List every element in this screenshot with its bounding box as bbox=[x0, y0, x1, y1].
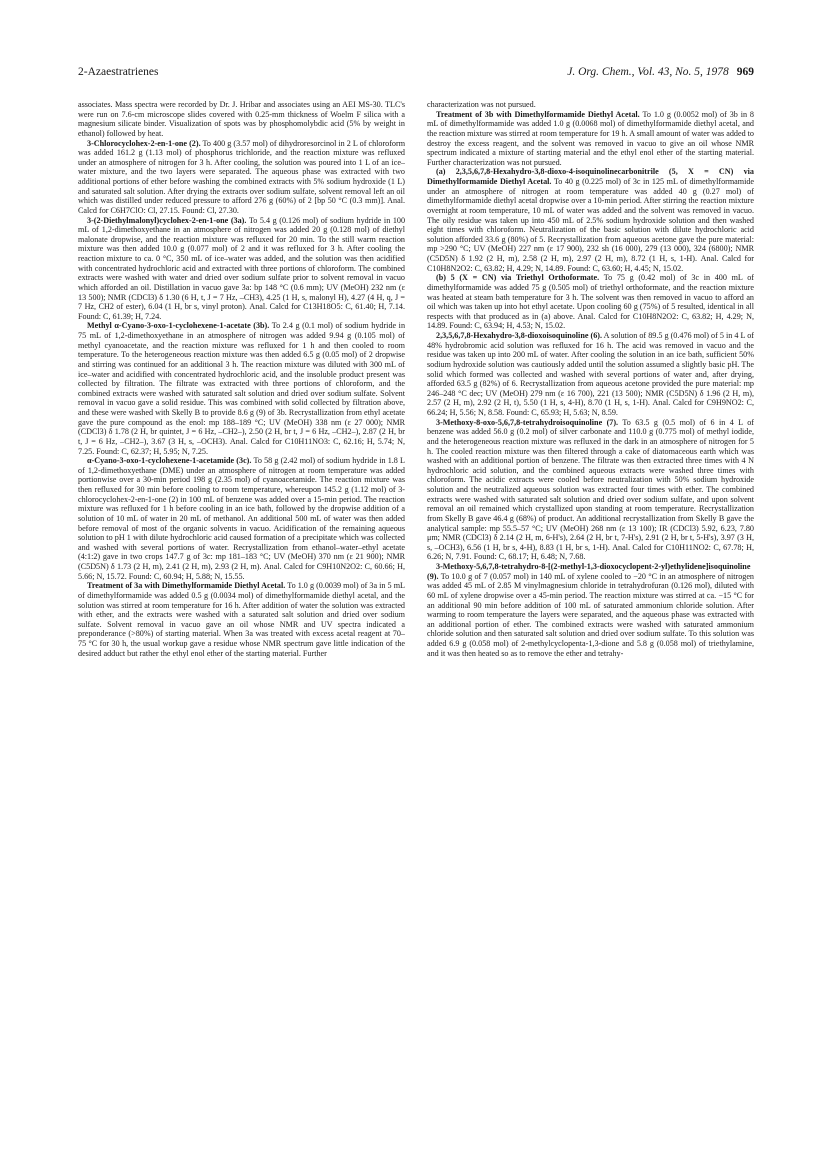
paragraph-text: associates. Mass spectra were recorded by Dr. J. Hribar and associates using an AEI MS-30. TLC's were run on 7.6-cm microscope slides covered with 0.25-mm thickness of Woelm F silica with a magnesium silicate binder. Visualization of spots was by phosphomolybdic acid (5% by weight in ethanol) followed by heat. bbox=[78, 100, 405, 138]
paragraph-heading: Methyl α-Cyano-3-oxo-1-cyclohexene-1-acetate (3b). bbox=[87, 321, 270, 331]
paragraph bbox=[78, 100, 405, 139]
paragraph-text: To 40 g (0.225 mol) of 3c in 125 mL of dimethylformamide under an atmosphere of nitrogen at room temperature was added 40 g (0.27 mol) of dimethylformamide diethyl acetal dropwise over a 10-min period. After stirring the reaction mixture overnight at room temperature, 10 mL of water was added and the solvent was removed in vacuo. The oily residue was taken up into 450 mL of 2.5% sodium hydroxide solution and then washed eight times with chloroform. Neutralization of the basic solution with dilute hydrochloric acid solution afforded 33.6 g (80%) of 5. Recrystallization from aqueous acetone gave the pure material: mp >290 °C; UV (MeOH) 227 nm (ε 17 900), 232 sh (16 000), 279 (13 000), 324 (6800); NMR (C5D5N) δ 1.92 (2 H, m), 2.58 (2 H, m), 2.97 (2 H, m), 8.72 (1 H, s, 1-H). Anal. Calcd for C10H8N2O2: C, 63.82; H, 4.29; N, 14.89. Found: C, 63.60; H, 4.45; N, 15.02. bbox=[427, 177, 755, 273]
paragraph bbox=[427, 562, 754, 658]
paragraph-text: To 75 g (0.42 mol) of 3c in 400 mL of dimethylformamide was added 75 g (0.505 mol) of triethyl orthoformate, and the reaction mixture was heated at steam bath temperature for 3 h. The solvent was then removed in vacuo to afford an oil which was taken up into hot ethyl acetate. Upon cooling 60 g (75%) of 5 resulted, identical in all respects with that produced as in (a) above. Anal. Calcd for C10H8N2O2: C, 63.82; H, 4.29; N, 14.89. Found: C, 63.94; H, 4.53; N, 15.02. bbox=[427, 273, 754, 331]
paragraph-text: A solution of 89.5 g (0.476 mol) of 5 in 4 L of 48% hydrobromic acid solution was refluxed for 16 h. The acid was removed in vacuo and the residue was taken up into 200 mL of water. After cooling the solution in an ice bath, sufficient 50% sodium hydroxide solution was cautiously added until the solution assumed a slightly basic pH. The solid which formed was collected and washed with several portions of water and, after drying, afforded 63.5 g (82%) of 6. Recrystallization from aqueous acetone provided the pure material: mp 246–248 °C dec; UV (MeOH) 279 nm (ε 16 700), 221 (13 500); NMR (C5D5N) δ 1.96 (2 H, m), 2.57 (2 H, m), 2.92 (2 H, t), 5.50 (1 H, s, 4-H), 8.70 (1 H, s, 1-H). Anal. Calcd for C9H9NO2: C, 66.24; H, 5.56; N, 8.58. Found: C, 65.93; H, 5.63; N, 8.59. bbox=[427, 331, 754, 417]
page-number: 969 bbox=[736, 66, 754, 78]
paragraph bbox=[78, 456, 405, 581]
paragraph-heading: α-Cyano-3-oxo-1-cyclohexene-1-acetamide (3c). bbox=[87, 456, 252, 466]
paragraph-text: To 10.0 g of 7 (0.057 mol) in 140 mL of xylene cooled to −20 °C in an atmosphere of nitrogen was added 45 mL of 2.85 M vinylmagnesium chloride in tetrahydrofuran (0.126 mol), diluted with 60 mL of xylene dropwise over a 45-min period. The reaction mixture was stirred at ca. −15 °C for an additional 90 min before addition of 100 mL of saturated ammonium chloride solution. After warming to room temperature the layers were separated, and the aqueous phase was extracted with an additional portion of ether. The combined extracts were washed with saturated ammonium chloride solution and then saturated salt solution and dried over sodium sulfate. To this solution was added 6.9 g (0.058 mol) of 2-methylcyclopenta-1,3-dione and 5.8 g (0.058 mol) of triethylamine, and it was then heated so as to remove the ether and tetrahy- bbox=[427, 571, 754, 658]
journal-citation bbox=[567, 66, 754, 78]
page-header bbox=[78, 66, 754, 82]
paragraph bbox=[78, 139, 405, 216]
paragraph bbox=[427, 100, 754, 110]
paragraph bbox=[427, 110, 754, 168]
paragraph-text: To 1.0 g (0.0052 mol) of 3b in 8 mL of dimethylformamide was added 1.0 g (0.0068 mol) of dimethylformamide diethyl acetal, and the reaction mixture was stirred at room temperature for 19 h. A small amount of water was added to destroy the excess reagent, and the solvent was removed in vacuo to give an oil whose NMR spectrum indicated a mixture of starting material and the ethyl enol ether of the starting material. Further characterization was not pursued. bbox=[427, 109, 754, 167]
paragraph-text: characterization was not pursued. bbox=[427, 100, 536, 109]
journal-name: J. Org. Chem., Vol. 43, No. 5, 1978 bbox=[567, 66, 729, 78]
paragraph-heading: (a) 2,3,5,6,7,8-Hexahydro-3,8-dioxo-4-isoquinolinecarbonitrile (5, X = CN) via Dimethylformamide Diethyl Acetal. bbox=[427, 167, 754, 186]
paragraph-heading: Treatment of 3a with Dimethylformamide Diethyl Acetal. bbox=[87, 581, 286, 591]
paragraph-heading: 3-(2-Diethylmalonyl)cyclohex-2-en-1-one (3a). bbox=[87, 215, 247, 225]
paragraph bbox=[427, 331, 754, 418]
right-column bbox=[427, 100, 754, 658]
paragraph-heading: 3-Methoxy-5,6,7,8-tetrahydro-8-[(2-methyl-1,3-dioxocyclopent-2-yl)ethylidene]isoquinoline (9). bbox=[427, 562, 751, 581]
paragraph-text: To 63.5 g (0.5 mol) of 6 in 4 L of benzene was added 56.0 g (0.2 mol) of silver carbonate and 110.0 g (0.775 mol) of methyl iodide, and the heterogeneous reaction mixture was refluxed in the dark in an atmosphere of nitrogen for 5 h. The cooled reaction mixture was then filtered through a cake of diatomaceous earth which was washed with an additional portion of benzene. The filtrate was then extracted three times with 4 N hydrochloric acid solution, and the combined aqueous extracts were washed three times with chloroform. The acidic extracts were cooled before neutralization with 50% sodium hydroxide solution and the neutralized aqueous solution was extracted four times with ether. The combined extracts were washed with saturated salt solution and dried over sodium sulfate, and upon solvent removal an oil remained which crystallized upon standing at room temperature. Recrystallization from Skelly B gave 46.4 g (68%) of product. An additional recrystallization from Skelly B gave the analytical sample: mp 55.5–57 °C; UV (MeOH) 268 nm (ε 13 100); IR (CDCl3) 5.92, 6.23, 7.80 μm; NMR (CDCl3) δ 2.14 (2 H, m, 6-H's), 2.64 (2 H, br t, 7-H's), 2.91 (2 H, br t, 5-H's), 3.97 (3 H, s, –OCH3), 6.56 (1 H, br s, 4-H), 8.83 (1 H, br s, 1-H). Anal. Calcd for C10H11NO2: C, 67.78; H, 6.26; N, 7.91. Found: C, 68.17; H, 6.48; N, 7.68. bbox=[427, 417, 754, 562]
paragraph bbox=[78, 216, 405, 322]
paragraph-text: To 2.4 g (0.1 mol) of sodium hydride in 75 mL of 1,2-dimethoxyethane in an atmosphere of nitrogen was added 9.94 g (0.105 mol) of methyl cyanoacetate, and the reaction mixture was refluxed for 1 h and then cooled to room temperature. To the heterogeneous reaction mixture was then added 6.5 g (0.05 mol) of 2 dropwise and stirring was continued for an additional 3 h. The reaction mixture was diluted with 300 mL of ice–water and acidified with concentrated hydrochloric acid, and the insoluble product present was collected by filtration. The filtrate was extracted with three portions of chloroform, and the combined extracts were washed with saturated salt solution and dried over sodium sulfate. Solvent removal in vacuo gave a solid residue. This was combined with solid collected by filtration above, and these were washed with Skelly B to provide 8.6 g (9) of 3b. Recrystallization from ethyl acetate gave the pure compound as the enol: mp 188–189 °C; UV (MeOH) 338 nm (ε 27 000); NMR (CDCl3) δ 1.78 (2 H, br quintet, J = 6 Hz, –CH2–), 2.50 (2 H, br t, J = 6 Hz, –CH2–), 2.87 (2 H, br t, J = 6 Hz, –CH2–), 3.67 (3 H, s, –OCH3). Anal. Calcd for C10H11NO3: C, 62.16; H, 5.74; N, 7.25. Found: C, 62.37; H, 5.95; N, 7.25. bbox=[78, 321, 406, 456]
paragraph-text: To 5.4 g (0.126 mol) of sodium hydride in 100 mL of 1,2-dimethoxyethane in an atmosphere of nitrogen was added 20 g (0.128 mol) of diethyl malonate dropwise, and the reaction mixture was refluxed for 20 min. To the still warm reaction mixture was then added 10.0 g (0.077 mol) of 2 and it was refluxed for 3 h. After cooling the reaction mixture to ca. 0 °C, 350 mL of ice–water was added, and the solution was then acidified with concentrated hydrochloric acid and extracted with three portions of chloroform. The combined extracts were washed with water and dried over sodium sulfate prior to solvent removal in vacuo which afforded an oil. Distillation in vacuo gave 3a: bp 148 °C (0.6 mm); UV (MeOH) 232 nm (ε 13 500); NMR (CDCl3) δ 1.30 (6 H, t, J = 7 Hz, –CH3), 4.25 (1 H, s, malonyl H), 4.27 (4 H, q, J = 7 Hz, CH2 of ester), 6.04 (1 H, br s, vinyl proton). Anal. Calcd for C13H18O5: C, 61.40; H, 7.14. Found: C, 61.39; H, 7.24. bbox=[78, 215, 406, 321]
paragraph-text: To 1.0 g (0.0039 mol) of 3a in 5 mL of dimethylformamide was added 0.5 g (0.0034 mol) of dimethylformamide diethyl acetal, and the solution was stirred at room temperature for 16 h. After addition of water the solution was extracted with ether, and the extracts were washed with a saturated salt solution and dried over sodium sulfate. Solvent removal in vacuo gave an oil whose NMR and UV spectra indicated a preponderance (>80%) of starting material. When 3a was treated with excess acetal reagent at 70–75 °C for 30 h, the usual workup gave a residue whose NMR spectrum gave little indication of the desired adduct but rather the ethyl enol ether of the starting material. Further bbox=[78, 581, 405, 658]
paragraph-heading: (b) 5 (X = CN) via Triethyl Orthoformate. bbox=[436, 273, 600, 283]
paragraph-text: To 400 g (3.57 mol) of dihydroresorcinol in 2 L of chloroform was added 161.2 g (1.13 mol) of phosphorus trichloride, and the reaction mixture was refluxed under an atmosphere of nitrogen for 3 h. After cooling, the solution was poured into 1 L of an ice–water mixture, and the two layers were separated. The aqueous phase was extracted with two additional portions of ether before washing the combined extracts with 5% sodium hydroxide (1 L) and saturated salt solution. After drying the extracts over sodium sulfate, solvent removal left an oil which was distilled under reduced pressure to afford 276 g (60%) of 2 [bp 50 °C (0.3 mm)]. Anal. Calcd for C6H7ClO: Cl, 27.15. Found: Cl, 27.30. bbox=[78, 138, 406, 215]
paragraph-heading: 3-Chlorocyclohex-2-en-1-one (2). bbox=[87, 138, 201, 148]
left-column bbox=[78, 100, 405, 658]
paragraph bbox=[427, 273, 754, 331]
running-title: 2-Azaestratrienes bbox=[78, 66, 159, 78]
paragraph bbox=[78, 581, 405, 658]
paragraph-text: To 58 g (2.42 mol) of sodium hydride in 1.8 L of 1,2-dimethoxyethane (DME) under an atmosphere of nitrogen at room temperature was added portionwise over a 30-min period 198 g (2.35 mol) of cyanoacetamide. The reaction mixture was then refluxed for 30 min before cooling to room temperature, whereupon 145.2 g (1.12 mol) of 3-chlorocyclohex-2-en-1-one (2) in 100 mL of benzene was added over a 15-min period. The reaction mixture was refluxed for 1 h before cooling in an ice bath, followed by the dropwise addition of a solution of 10 mL of water in 20 mL of methanol. An additional 500 mL of water was then added before removal of most of the organic solvents in vacuo. Acidification of the remaining aqueous solution to pH 1 with dilute hydrochloric acid caused formation of a precipitate which was collected and washed with several portions of water. Recrystallization from ethanol–water–ethyl acetate (4:1:2) gave in two crops 147.7 g of 3c: mp 181–183 °C; UV (MeOH) 370 nm (ε 21 900); NMR (C5D5N) δ 1.73 (2 H, m), 2.41 (2 H, m), 2.93 (2 H, m). Anal. Calcd for C9H10N2O2: C, 60.66; H, 5.66; N, 15.72. Found: C, 60.94; H, 5.88; N, 15.55. bbox=[78, 456, 406, 581]
paragraph-heading: 2,3,5,6,7,8-Hexahydro-3,8-dioxoisoquinoline (6). bbox=[436, 331, 603, 340]
paragraph-heading: 3-Methoxy-8-oxo-5,6,7,8-tetrahydroisoquinoline (7). bbox=[436, 417, 619, 427]
paragraph-heading: Treatment of 3b with Dimethylformamide Diethyl Acetal. bbox=[436, 109, 640, 119]
paragraph bbox=[427, 167, 754, 273]
paragraph bbox=[78, 321, 405, 456]
paragraph bbox=[427, 418, 754, 562]
